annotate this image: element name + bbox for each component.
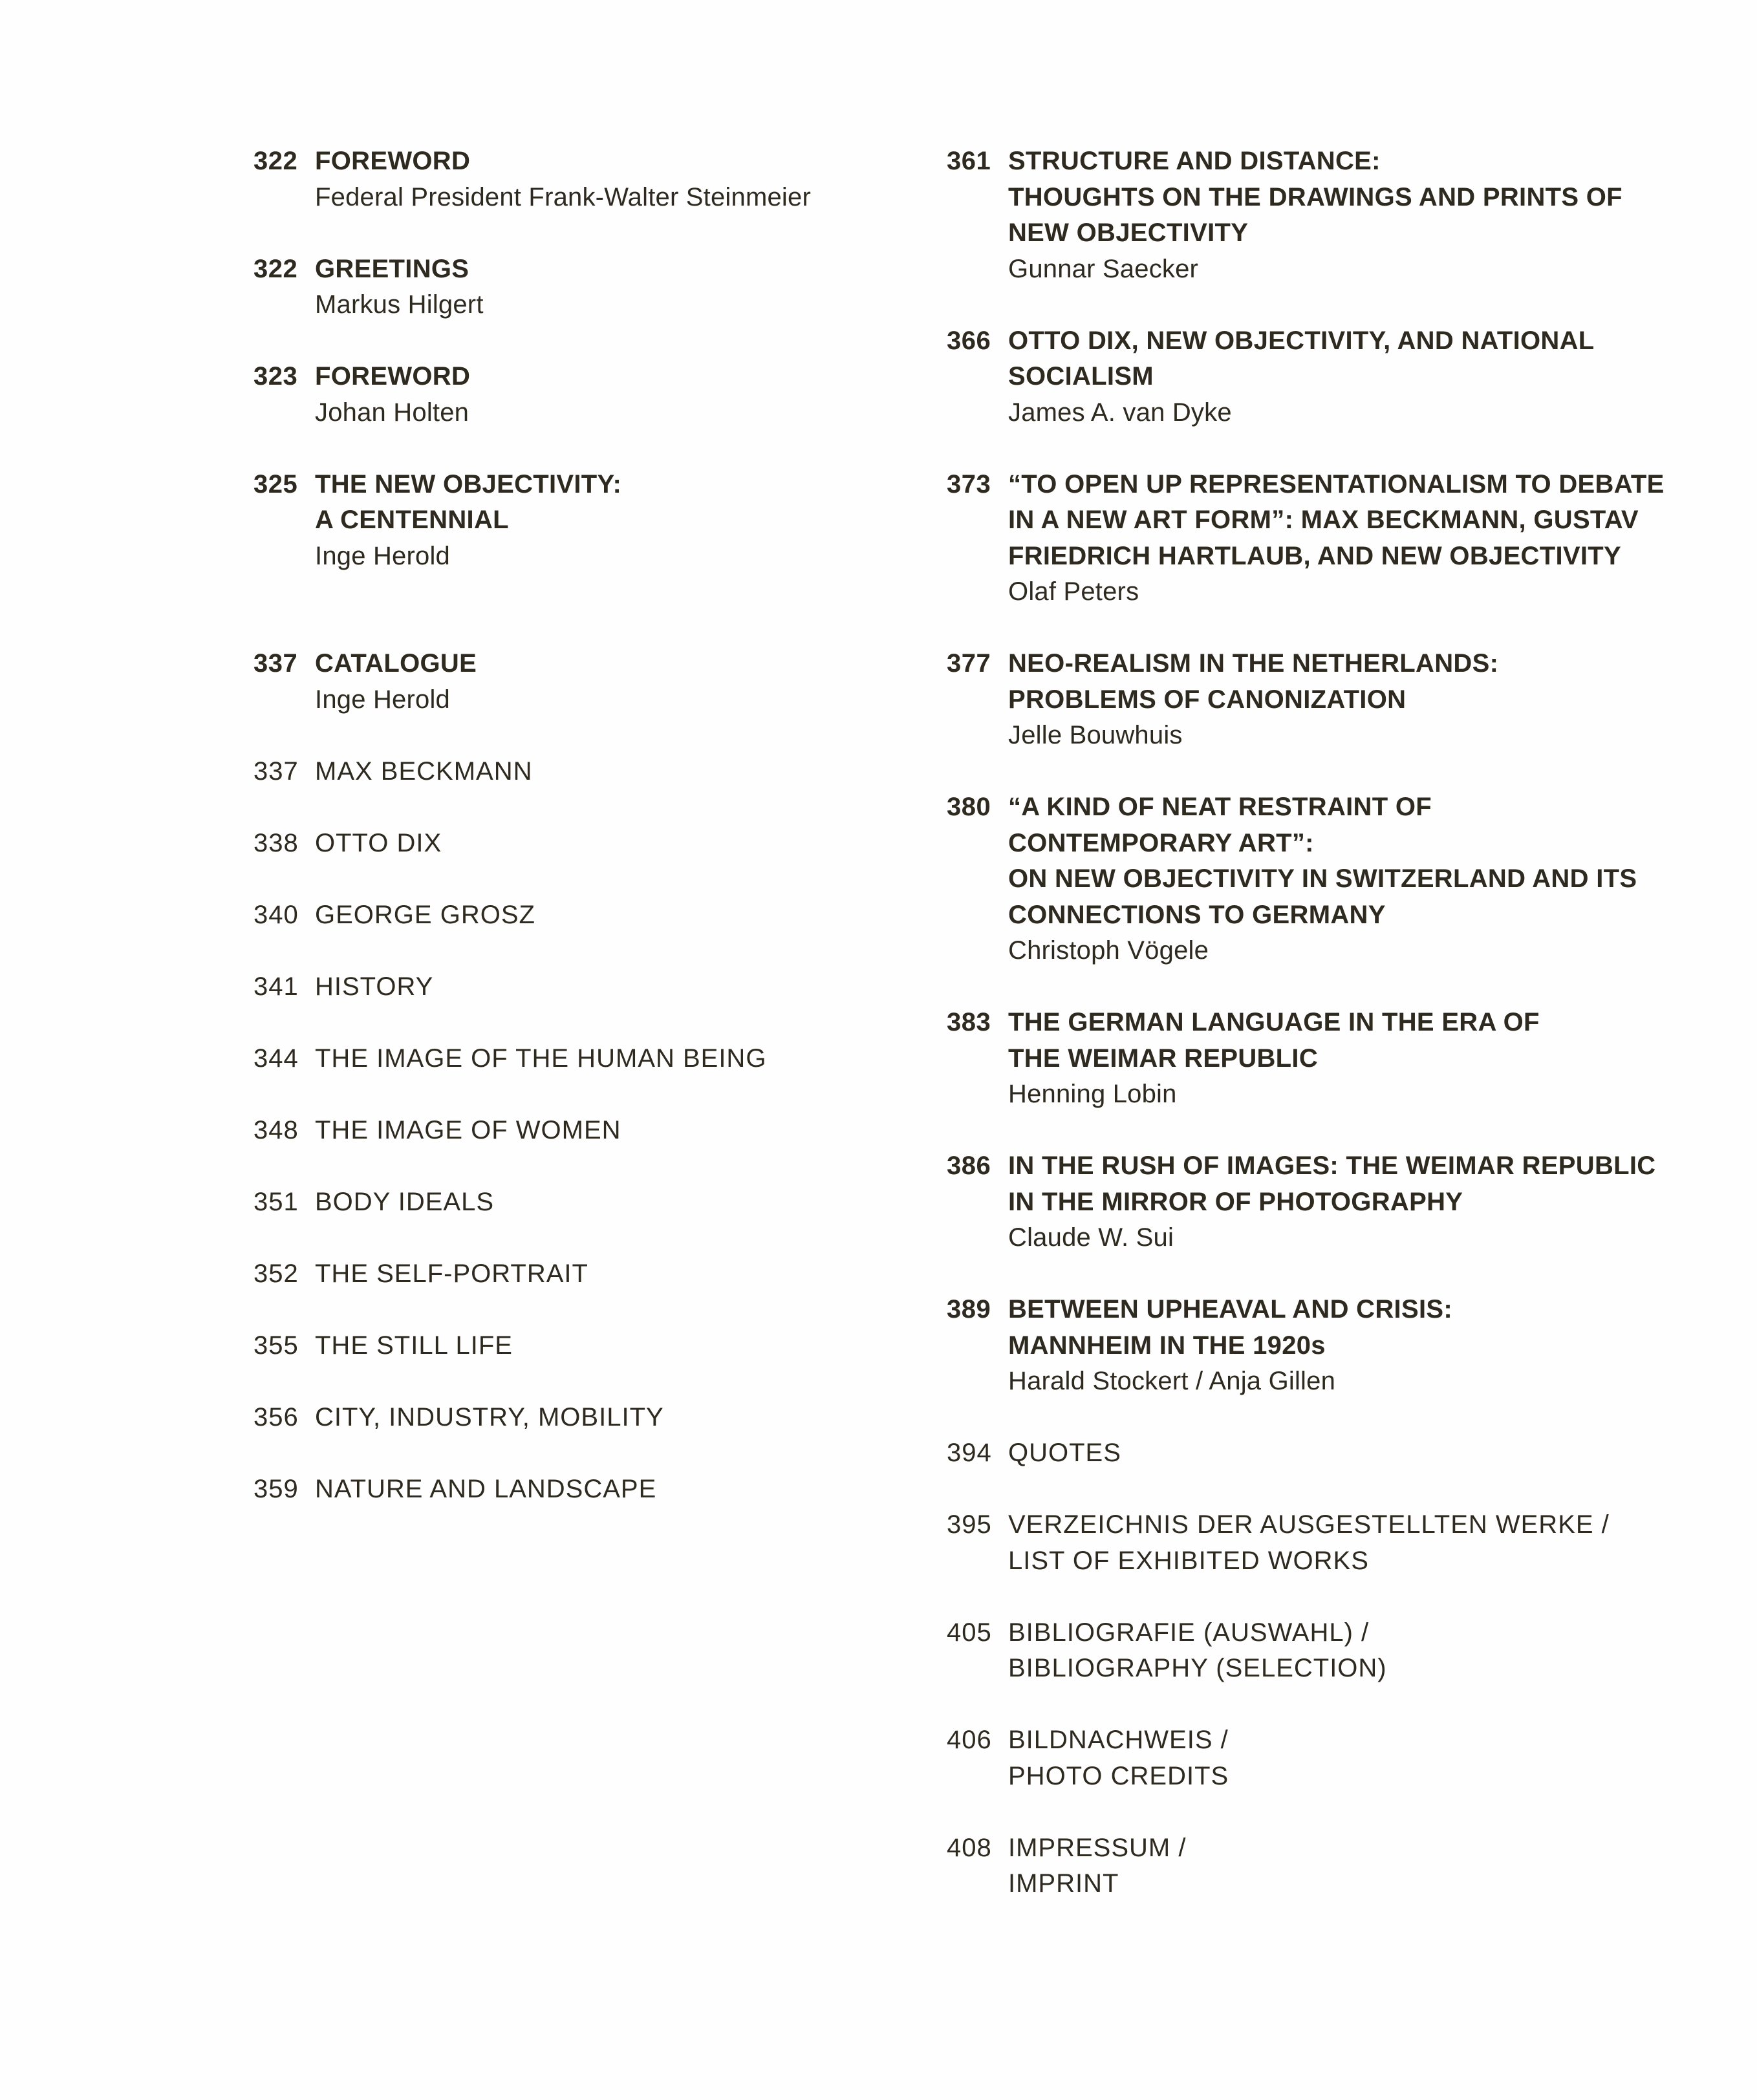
toc-page-number: 366 [947,326,991,355]
toc-title [1008,1615,1632,1687]
toc-title-line: “A KIND OF NEAT RESTRAINT OF [1008,793,1432,821]
toc-entry [253,144,900,215]
toc-title-line: CONTEMPORARY ART”: [1008,828,1314,857]
toc-title [315,826,900,862]
toc-title-line: IN A NEW ART FORM”: MAX BECKMANN, GUSTAV [1008,506,1639,534]
toc-author: Harald Stockert / Anja Gillen [1008,1367,1336,1395]
toc-title-line: SOCIALISM [1008,362,1154,391]
toc-entry [253,646,900,718]
toc-page-number: 386 [947,1152,991,1180]
toc-title-line: MANNHEIM IN THE 1920s [1008,1331,1326,1360]
toc-author: Henning Lobin [1008,1080,1177,1108]
toc-title-line: PHOTO CREDITS [1008,1761,1229,1790]
toc-entry [947,1507,1632,1579]
toc-title-line: FOREWORD [315,147,471,175]
toc-title-line: NEW OBJECTIVITY [1008,219,1249,247]
toc-page-number: 405 [947,1618,992,1647]
toc-entry-body [315,754,900,790]
toc-title-line: MAX BECKMANN [315,756,533,786]
toc-entry-body [315,252,900,323]
toc-entry-body [1008,1830,1632,1902]
toc-entry [253,1400,900,1436]
toc-title-line: THE WEIMAR REPUBLIC [1008,1044,1319,1073]
toc-title [315,1041,900,1077]
toc-title-line: OTTO DIX [315,828,442,857]
toc-page-number: 337 [253,756,299,786]
toc-title [1008,1435,1632,1472]
toc-title-line: IMPRESSUM / [1008,1833,1187,1862]
toc-title-line: IN THE MIRROR OF PHOTOGRAPHY [1008,1187,1463,1216]
toc-page-number: 406 [947,1726,992,1754]
toc-title-line: FRIEDRICH HARTLAUB, AND NEW OBJECTIVITY [1008,541,1621,570]
toc-title [315,1472,900,1508]
toc-title-line: QUOTES [1008,1439,1121,1467]
toc-page-number: 352 [253,1259,299,1288]
toc-entry-body [1008,1722,1632,1794]
toc-entry [947,1292,1632,1400]
toc-title-line: IN THE RUSH OF IMAGES: THE WEIMAR REPUBLIC [1008,1152,1656,1180]
toc-entry-body [315,826,900,862]
toc-page-number: 323 [253,362,298,391]
toc-title [1008,1292,1632,1364]
toc-entry-body [315,1041,900,1077]
toc-title-line: PROBLEMS OF CANONIZATION [1008,685,1407,714]
toc-title-line: NEO-REALISM IN THE NETHERLANDS: [1008,649,1499,678]
toc-title-line: CONNECTIONS TO GERMANY [1008,900,1386,929]
toc-entry [947,467,1665,610]
toc-entry [253,467,900,575]
toc-entry [947,1435,1632,1472]
toc-entry-body [1008,467,1665,610]
toc-title [315,1328,900,1364]
toc-left-column [253,144,900,1507]
toc-title-line: GREETINGS [315,254,469,283]
toc-title-line: THE STILL LIFE [315,1331,513,1360]
toc-title-line: HISTORY [315,972,434,1001]
toc-entry [253,252,900,323]
toc-page-number: 389 [947,1295,991,1323]
toc-page-number: 373 [947,469,991,498]
toc-title-line: LIST OF EXHIBITED WORKS [1008,1546,1369,1575]
toc-author: Jelle Bouwhuis [1008,721,1183,749]
toc-entry-body [315,144,900,215]
toc-title-line: BODY IDEALS [315,1187,495,1216]
toc-entry [947,1615,1632,1687]
toc-entry-body [315,1184,900,1221]
toc-page-number: 341 [253,972,299,1001]
toc-page-number: 322 [253,147,298,175]
toc-entry [253,1041,900,1077]
toc-title-line: FOREWORD [315,362,471,391]
toc-entry-body [315,1400,900,1436]
toc-author: Olaf Peters [1008,577,1139,606]
toc-title [315,467,900,539]
toc-title-line: STRUCTURE AND DISTANCE: [1008,147,1381,175]
toc-title [315,969,900,1005]
toc-page-number: 359 [253,1474,299,1503]
toc-page-number: 383 [947,1008,991,1036]
toc-page-number: 338 [253,828,299,857]
toc-entry-body [315,1256,900,1292]
toc-title-line: BIBLIOGRAFIE (AUSWAHL) / [1008,1618,1370,1647]
toc-page-number: 394 [947,1439,992,1467]
toc-entry-body [315,1328,900,1364]
toc-entry [947,646,1632,754]
toc-entry [253,897,900,934]
toc-title-line: BETWEEN UPHEAVAL AND CRISIS: [1008,1295,1452,1323]
toc-right-column [947,144,1665,1902]
toc-title [1008,467,1665,575]
toc-title [1008,1507,1632,1579]
toc-page-number: 344 [253,1044,299,1073]
toc-author: Markus Hilgert [315,290,484,319]
toc-page-number: 361 [947,147,991,175]
toc-title-line: THE SELF-PORTRAIT [315,1259,588,1288]
toc-author: James A. van Dyke [1008,398,1232,427]
toc-title-line: OTTO DIX, NEW OBJECTIVITY, AND NATIONAL [1008,326,1595,355]
toc-title [1008,1722,1632,1794]
toc-title-line: A CENTENNIAL [315,506,509,534]
toc-page-number: 348 [253,1115,299,1144]
toc-entry-body [315,897,900,934]
toc-page-number: 380 [947,793,991,821]
toc-title [1008,1005,1632,1077]
toc-title-line: NATURE AND LANDSCAPE [315,1474,657,1503]
toc-page-number: 356 [253,1402,299,1431]
toc-entry-body [315,1472,900,1508]
toc-entry-body [1008,1435,1632,1472]
toc-title-line: ON NEW OBJECTIVITY IN SWITZERLAND AND ITS [1008,864,1637,893]
toc-entry [947,1005,1632,1113]
toc-title-line: THE GERMAN LANGUAGE IN THE ERA OF [1008,1008,1540,1036]
toc-title [315,252,900,288]
toc-entry [253,1184,900,1221]
toc-page-number: 351 [253,1187,299,1216]
toc-title [1008,323,1632,395]
toc-title-line: BIBLIOGRAPHY (SELECTION) [1008,1654,1387,1682]
toc-title-line: VERZEICHNIS DER AUSGESTELLTEN WERKE / [1008,1510,1610,1539]
toc-entry [947,1722,1632,1794]
toc-title-line: THOUGHTS ON THE DRAWINGS AND PRINTS OF [1008,182,1622,211]
toc-entry-body [315,359,900,431]
toc-entry [253,1472,900,1508]
toc-title-line: BILDNACHWEIS / [1008,1726,1229,1754]
toc-title-line: THE IMAGE OF THE HUMAN BEING [315,1044,767,1073]
toc-title-line: CITY, INDUSTRY, MOBILITY [315,1402,664,1431]
toc-title-line: IMPRINT [1008,1869,1119,1898]
toc-title-line: GEORGE GROSZ [315,900,535,929]
toc-page-number: 408 [947,1833,992,1862]
toc-title [315,1400,900,1436]
toc-entry-body [1008,1507,1632,1579]
toc-author: Claude W. Sui [1008,1223,1174,1252]
toc-entry [947,144,1632,287]
toc-entry [253,359,900,431]
toc-entry [947,789,1637,969]
toc-title-line: THE IMAGE OF WOMEN [315,1115,621,1144]
toc-title [1008,144,1632,252]
toc-title [1008,646,1632,718]
toc-entry [947,1830,1632,1902]
toc-entry-body [1008,144,1632,287]
toc-title [315,1256,900,1292]
toc-title [315,144,900,180]
toc-title [315,646,900,682]
toc-title [1008,1830,1632,1902]
toc-page-number: 322 [253,254,298,283]
toc-entry [253,969,900,1005]
toc-entry [253,754,900,790]
toc-entry-body [315,467,900,575]
toc-entry-body [1008,646,1632,754]
toc-entry-body [1008,789,1637,969]
toc-title [1008,789,1637,933]
toc-entry [253,1328,900,1364]
toc-title [315,1184,900,1221]
toc-author: Federal President Frank-Walter Steinmeier [315,182,811,211]
toc-entry-body [1008,1148,1656,1256]
toc-title [315,897,900,934]
toc-title-line: CATALOGUE [315,649,477,678]
toc-author: Inge Herold [315,685,450,714]
toc-entry-body [315,969,900,1005]
toc-page-number: 377 [947,649,991,678]
toc-page-number: 325 [253,469,298,498]
toc-author: Johan Holten [315,398,469,427]
toc-title-line: THE NEW OBJECTIVITY: [315,469,622,498]
toc-author: Gunnar Saecker [1008,254,1199,283]
toc-entry-body [315,1113,900,1149]
toc-entry [947,323,1632,431]
toc-title [1008,1148,1656,1220]
toc-entry-body [1008,323,1632,431]
toc-entry-body [1008,1005,1632,1113]
toc-page-number: 340 [253,900,299,929]
toc-page-number: 395 [947,1510,992,1539]
toc-author: Inge Herold [315,541,450,570]
toc-entry [947,1148,1656,1256]
toc-title [315,754,900,790]
toc-entry [253,1113,900,1149]
toc-title [315,1113,900,1149]
toc-entry [253,826,900,862]
toc-page-number: 337 [253,649,298,678]
toc-title-line: “TO OPEN UP REPRESENTATIONALISM TO DEBATE [1008,469,1665,498]
toc-entry [253,1256,900,1292]
toc-entry-body [1008,1615,1632,1687]
toc-author: Christoph Vögele [1008,936,1209,965]
toc-page-number: 355 [253,1331,299,1360]
toc-entry-body [315,646,900,718]
toc-title [315,359,900,395]
toc-entry-body [1008,1292,1632,1400]
